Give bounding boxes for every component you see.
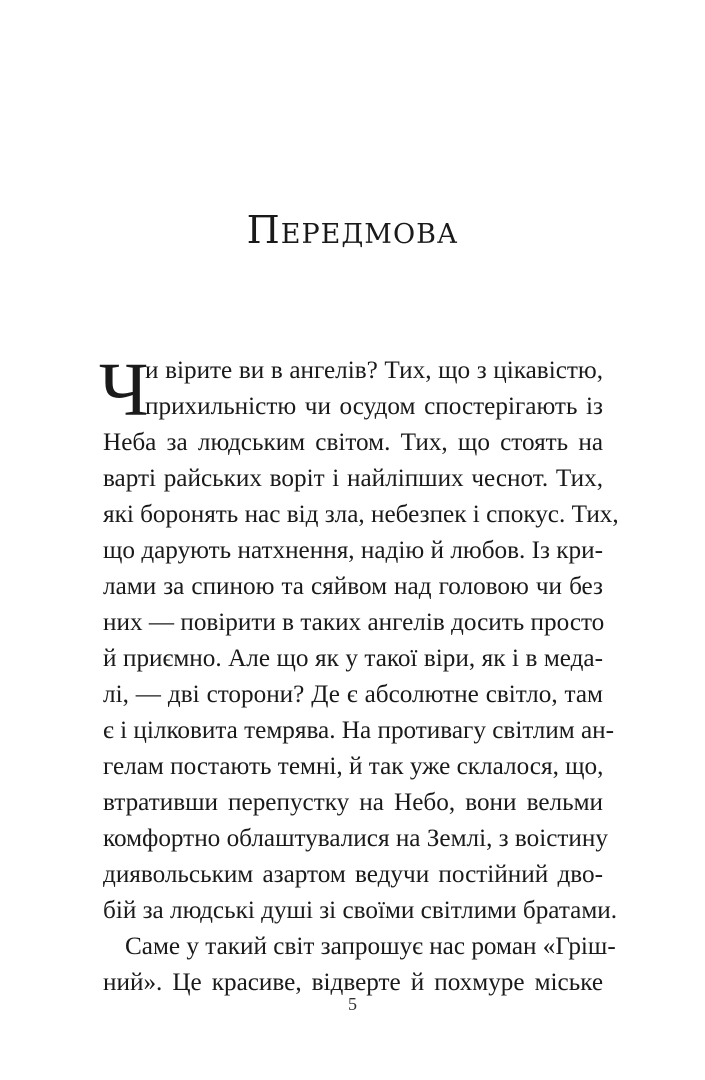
text-line: Саме у такий світ запрошує нас роман «Гріш-: [125, 933, 616, 960]
text-line: втративши перепустку на Небо, вони вельми: [103, 789, 603, 816]
chapter-title: Передмова: [246, 208, 459, 252]
text-line: лі, — дві сторони? Де є абсолютне світло, там: [103, 681, 603, 708]
drop-cap: Ч: [99, 348, 149, 432]
text-line: й приємно. Але що як у такої віри, як і в меда-: [103, 645, 603, 672]
text-line: варті райських воріт і найліпших чеснот. Тих,: [103, 465, 603, 492]
text-line: Неба за людським світом. Тих, що стоять на: [103, 429, 603, 456]
text-line: бій за людські душі зі своїми світлими братами.: [103, 897, 618, 924]
text-line: є і цілковита темрява. На противагу світлим ан-: [103, 717, 615, 744]
text-line: них — повірити в таких ангелів досить просто: [103, 609, 605, 636]
text-line: и вірите ви в ангелів? Тих, що з цікавістю,: [145, 357, 603, 384]
text-line: прихильністю чи осудом спостерігають із: [145, 393, 603, 420]
text-line: лами за спиною та сяйвом над головою чи без: [103, 573, 603, 600]
text-line: які боронять нас від зла, небезпек і спокус. Тих,: [103, 501, 619, 528]
page-number: 5: [348, 994, 357, 1014]
text-line: диявольським азартом ведучи постійний дво-: [103, 861, 603, 888]
body-text: [99, 348, 619, 1001]
text-line: гелам постають темні, й так уже склалося, що,: [103, 753, 604, 780]
text-line: що дарують натхнення, надію й любов. Із кри-: [103, 537, 603, 564]
text-line: комфортно облаштувалися на Землі, з воістину: [103, 825, 608, 852]
text-line: ний». Це красиве, відверте й похмуре міське: [103, 969, 603, 996]
